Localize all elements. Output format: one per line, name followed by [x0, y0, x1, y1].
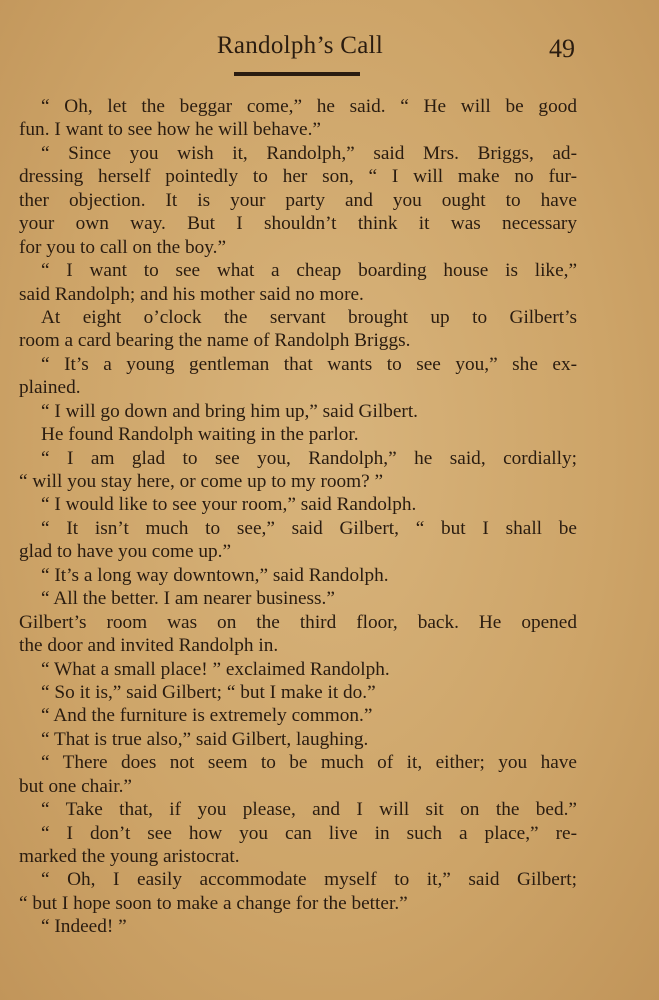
header-rule [234, 72, 360, 76]
text-line: “ Indeed! ” [41, 916, 127, 938]
text-line: “ What a small place! ” exclaimed Randolph. [41, 658, 390, 680]
text-line: “ I am glad to see you, Randolph,” he said, cordially; [41, 447, 577, 469]
text-line: “ It’s a young gentleman that wants to see you,” she ex- [41, 353, 577, 375]
text-line: “ It’s a long way downtown,” said Randolph. [41, 564, 389, 586]
text-line: He found Randolph waiting in the parlor. [41, 424, 359, 446]
text-line: fun. I want to see how he will behave.” [19, 119, 321, 141]
text-line: “ It isn’t much to see,” said Gilbert, “ but I shall be [41, 517, 577, 539]
text-line: “ Oh, I easily accommodate myself to it,” said Gilbert; [41, 869, 577, 891]
text-line: “ There does not seem to be much of it, either; you have [41, 752, 577, 774]
text-line: ther objection. It is your party and you ought to have [19, 189, 577, 211]
text-line: marked the young aristocrat. [19, 846, 240, 867]
text-line: “ That is true also,” said Gilbert, laughing. [41, 728, 369, 750]
text-line: “ will you stay here, or come up to my room? ” [19, 471, 384, 492]
text-line: “ I want to see what a cheap boarding house is like,” [41, 260, 577, 282]
text-line: At eight o’clock the servant brought up to Gilbert’s [41, 306, 577, 328]
text-line: “ All the better. I am nearer business.” [41, 588, 335, 610]
text-line: said Randolph; and his mother said no more. [19, 283, 364, 305]
text-line: dressing herself pointedly to her son, “ I will make no fur- [19, 166, 577, 188]
text-line: “ So it is,” said Gilbert; “ but I make it do.” [41, 681, 376, 703]
text-line: your own way. But I shouldn’t think it was necessary [19, 213, 577, 235]
page-header [0, 30, 659, 70]
text-line: room a card bearing the name of Randolph Briggs. [19, 330, 411, 352]
text-line: “ I will go down and bring him up,” said Gilbert. [41, 400, 418, 422]
text-line: glad to have you come up.” [19, 541, 232, 563]
text-line: plained. [19, 377, 81, 399]
page-number: 49 [549, 34, 575, 63]
running-title: Randolph’s Call [216, 32, 384, 59]
text-line: “ And the furniture is extremely common.” [41, 705, 373, 727]
text-line: “ I don’t see how you can live in such a place,” re- [41, 822, 577, 844]
text-line: the door and invited Randolph in. [19, 635, 279, 657]
body-text [19, 95, 577, 939]
text-line: “ Since you wish it, Randolph,” said Mrs. Briggs, ad- [41, 142, 577, 164]
text-line: “ Take that, if you please, and I will sit on the bed.” [41, 799, 577, 821]
text-line: Gilbert’s room was on the third floor, back. He opened [19, 611, 577, 633]
text-line: for you to call on the boy.” [19, 236, 227, 258]
text-line: “ Oh, let the beggar come,” he said. “ He will be good [41, 96, 577, 117]
text-line: but one chair.” [19, 775, 132, 797]
text-line: “ I would like to see your room,” said Randolph. [41, 494, 417, 516]
text-line: “ but I hope soon to make a change for the better.” [19, 892, 408, 914]
